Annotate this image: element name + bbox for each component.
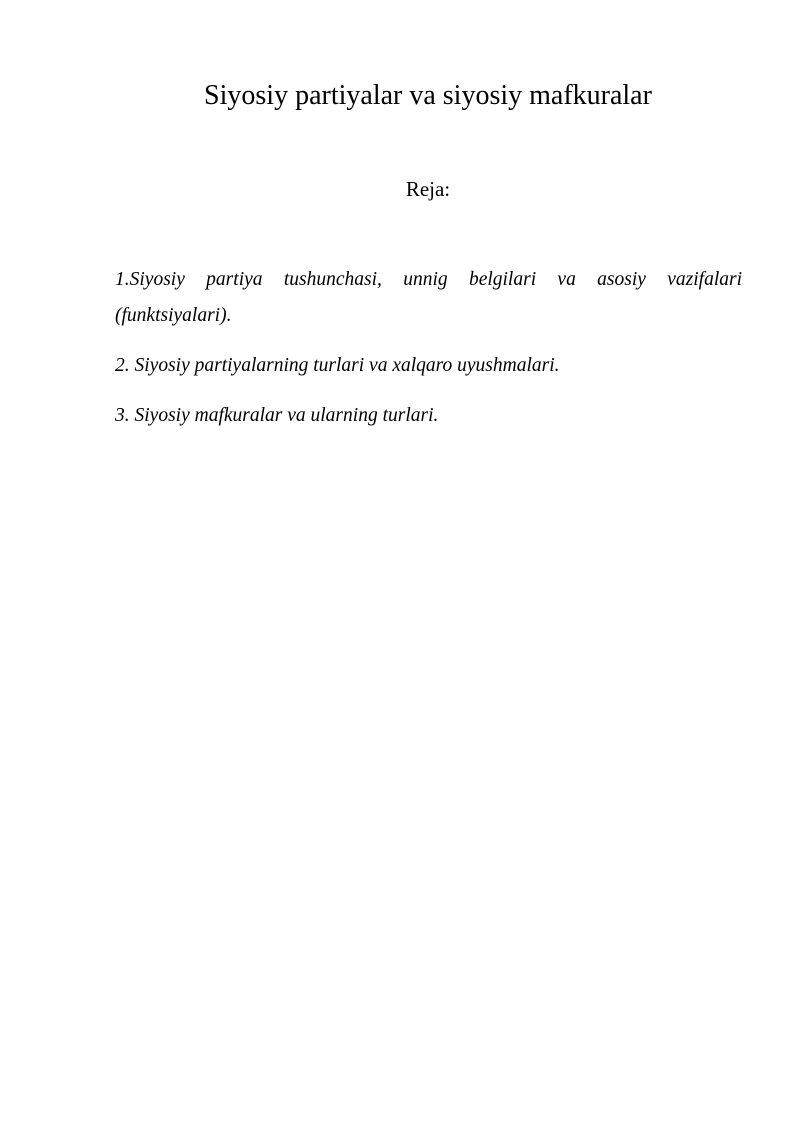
plan-list bbox=[115, 262, 742, 448]
document-title: Siyosiy partiyalar va siyosiy mafkuralar bbox=[204, 80, 652, 111]
plan-item: 2. Siyosiy partiyalarning turlari va xalqaro uyushmalari. bbox=[115, 355, 560, 376]
plan-item: 3. Siyosiy mafkuralar va ularning turlari. bbox=[115, 405, 439, 426]
plan-heading: Reja: bbox=[405, 177, 451, 201]
plan-item: 1.Siyosiy partiya tushunchasi, unnig belgilari va asosiy vazifalari (funktsiyalari). bbox=[115, 269, 742, 326]
